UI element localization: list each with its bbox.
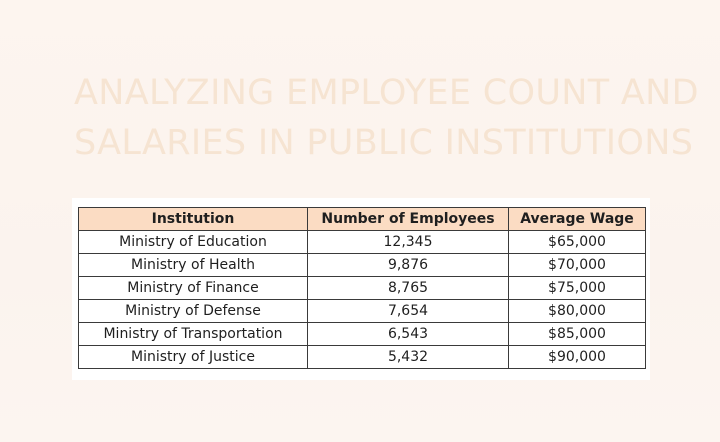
cell-employees: 12,345	[308, 231, 509, 254]
cell-employees: 7,654	[308, 300, 509, 323]
cell-wage: $70,000	[509, 254, 646, 277]
cell-institution: Ministry of Education	[79, 231, 308, 254]
cell-institution: Ministry of Justice	[79, 346, 308, 369]
cell-wage: $65,000	[509, 231, 646, 254]
title-line-2: SALARIES IN PUBLIC INSTITUTIONS	[74, 123, 694, 163]
cell-wage: $75,000	[509, 277, 646, 300]
cell-wage: $80,000	[509, 300, 646, 323]
data-table	[78, 207, 646, 369]
cell-wage: $90,000	[509, 346, 646, 369]
cell-employees: 5,432	[308, 346, 509, 369]
table-row	[79, 300, 646, 323]
page-title	[74, 68, 699, 168]
cell-employees: 8,765	[308, 277, 509, 300]
cell-wage: $85,000	[509, 323, 646, 346]
cell-institution: Ministry of Health	[79, 254, 308, 277]
table-header-row	[79, 208, 646, 231]
table-row	[79, 346, 646, 369]
cell-institution: Ministry of Defense	[79, 300, 308, 323]
cell-institution: Ministry of Transportation	[79, 323, 308, 346]
cell-institution: Ministry of Finance	[79, 277, 308, 300]
header-institution: Institution	[79, 208, 308, 231]
table-row	[79, 323, 646, 346]
title-line-1: ANALYZING EMPLOYEE COUNT AND	[74, 73, 699, 113]
cell-employees: 9,876	[308, 254, 509, 277]
table-row	[79, 231, 646, 254]
table-row	[79, 277, 646, 300]
cell-employees: 6,543	[308, 323, 509, 346]
table-row	[79, 254, 646, 277]
header-average-wage: Average Wage	[509, 208, 646, 231]
header-number-of-employees: Number of Employees	[308, 208, 509, 231]
